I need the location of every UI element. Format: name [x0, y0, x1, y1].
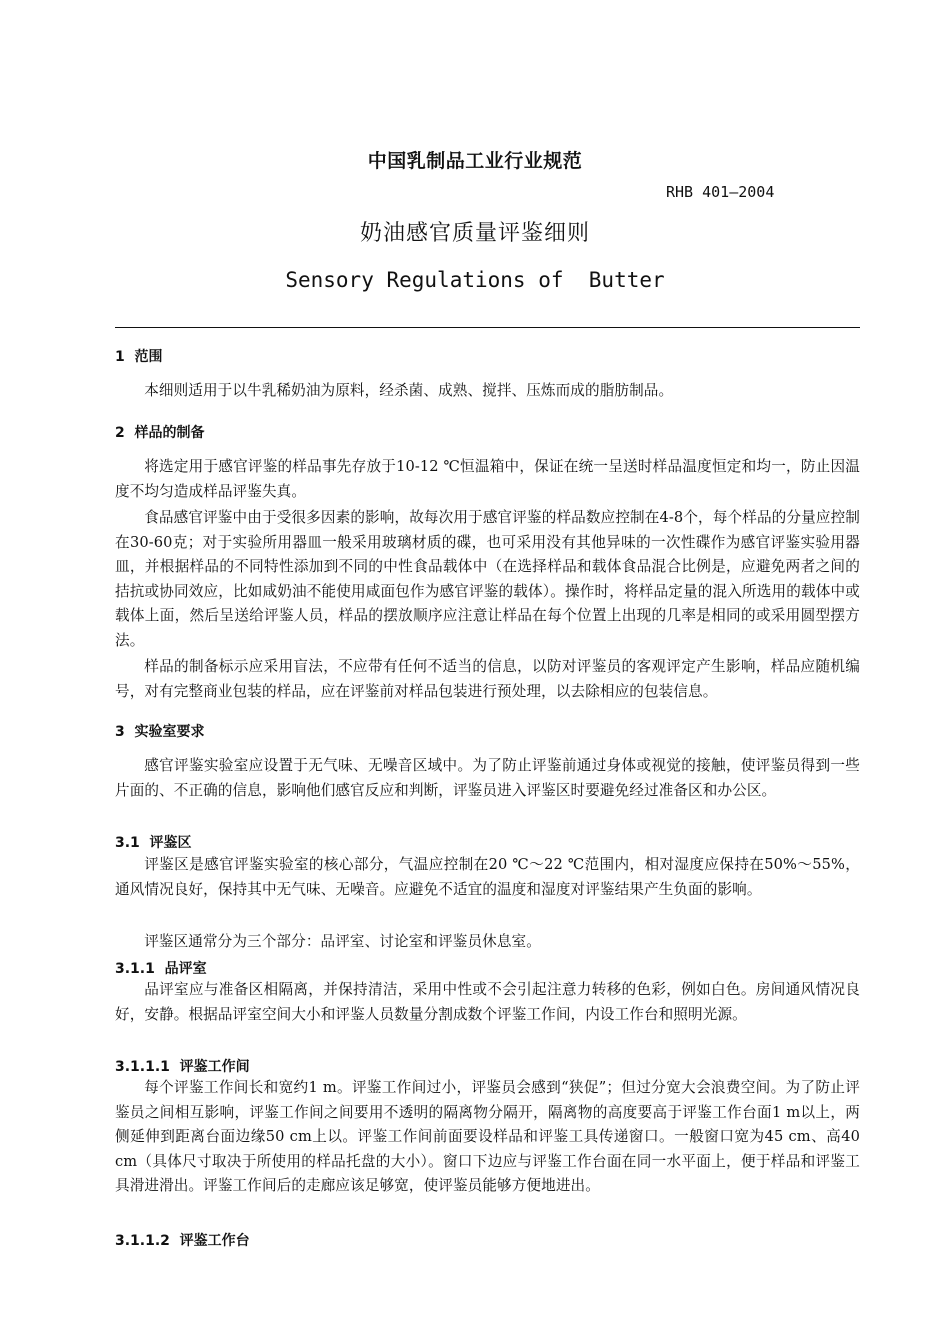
section-2-paragraph-3: 样品的制备标示应采用盲法，不应带有任何不适当的信息，以防对评鉴员的客观评定产生影响，样品应随机编号，对有完整商业包装的样品，应在评鉴前对样品包装进行预处理，以去除相应的包装信息。: [115, 658, 860, 700]
standard-code: RHB 401—2004: [666, 183, 775, 201]
section-3-1-1-paragraph: 品评室应与准备区相隔离，并保持清洁，采用中性或不会引起注意力转移的色彩，例如白色。房间通风情况良好，安静。根据品评室空间大小和评鉴人员数量分割成数个评鉴工作间，内设工作台和照明光源。: [115, 981, 860, 1023]
section-3-1-heading: 3.1 评鉴区: [115, 835, 192, 851]
section-2-paragraph-1: 将选定用于感官评鉴的样品事先存放于10-12 ℃恒温箱中，保证在统一呈送时样品温度恒定和均一，防止因温度不均匀造成样品评鉴失真。: [115, 458, 860, 500]
section-3-1-1-1-heading: 3.1.1.1 评鉴工作间: [115, 1059, 250, 1075]
section-3-1-1-2-heading: 3.1.1.2 评鉴工作台: [115, 1233, 250, 1249]
section-3-1-1-1-paragraph: 每个评鉴工作间长和宽约1 m。评鉴工作间过小，评鉴员会感到“狭促”；但过分宽大会浪费空间。为了防止评鉴员之间相互影响，评鉴工作间之间要用不透明的隔离物分隔开，隔离物的高度要高于评鉴工作台面1 m以上，两侧延伸到距离台面边缘50 cm上以。评鉴工作间前面要设样品和评鉴工具传递窗口。一般窗口宽为45 cm、高40 cm（具体尺寸取决于所使用的样品托盘的大小）。窗口下边应与评鉴工作台面在同一水平面上，便于样品和评鉴工具滑进滑出。评鉴工作间后的走廊应该足够宽，使评鉴员能够方便地进出。: [115, 1079, 860, 1194]
document-title-english: Sensory Regulations of Butter: [285, 268, 665, 292]
section-2-heading: 2 样品的制备: [115, 425, 205, 441]
issuing-organization: 中国乳制品工业行业规范: [367, 150, 583, 172]
section-3-1-paragraph-1: 评鉴区是感官评鉴实验室的核心部分，气温应控制在20 ℃～22 ℃范围内，相对湿度应保持在50%～55%，通风情况良好，保持其中无气味、无噪音。应避免不适宜的温度和湿度对评鉴结果产生负面的影响。: [115, 856, 860, 898]
section-3-heading: 3 实验室要求: [115, 724, 205, 740]
section-1-paragraph: 本细则适用于以牛乳稀奶油为原料，经杀菌、成熟、搅拌、压炼而成的脂肪制品。: [144, 382, 674, 399]
title-divider: [115, 327, 860, 328]
section-1-heading: 1 范围: [115, 349, 163, 365]
section-3-paragraph: 感官评鉴实验室应设置于无气味、无噪音区域中。为了防止评鉴前通过身体或视觉的接触，使评鉴员得到一些片面的、不正确的信息，影响他们感官反应和判断，评鉴员进入评鉴区时要避免经过准备区和办公区。: [115, 757, 860, 799]
section-2-paragraph-2: 食品感官评鉴中由于受很多因素的影响，故每次用于感官评鉴的样品数应控制在4-8个，每个样品的分量应控制在30-60克；对于实验所用器皿一般采用玻璃材质的碟，也可采用没有其他异味的一次性碟作为感官评鉴实验用器皿，并根据样品的不同特性添加到不同的中性食品载体中（在选择样品和载体食品混合比例是，应避免两者之间的拮抗或协同效应，比如咸奶油不能使用咸面包作为感官评鉴的载体）。操作时，将样品定量的混入所选用的载体中或载体上面，然后呈送给评鉴人员，样品的摆放顺序应注意让样品在每个位置上出现的几率是相同的或采用圆型摆方法。: [115, 509, 860, 649]
document-title-chinese: 奶油感官质量评鉴细则: [359, 221, 590, 246]
section-3-1-paragraph-2: 评鉴区通常分为三个部分：品评室、讨论室和评鉴员休息室。: [144, 933, 541, 950]
section-3-1-1-heading: 3.1.1 品评室: [115, 961, 207, 977]
